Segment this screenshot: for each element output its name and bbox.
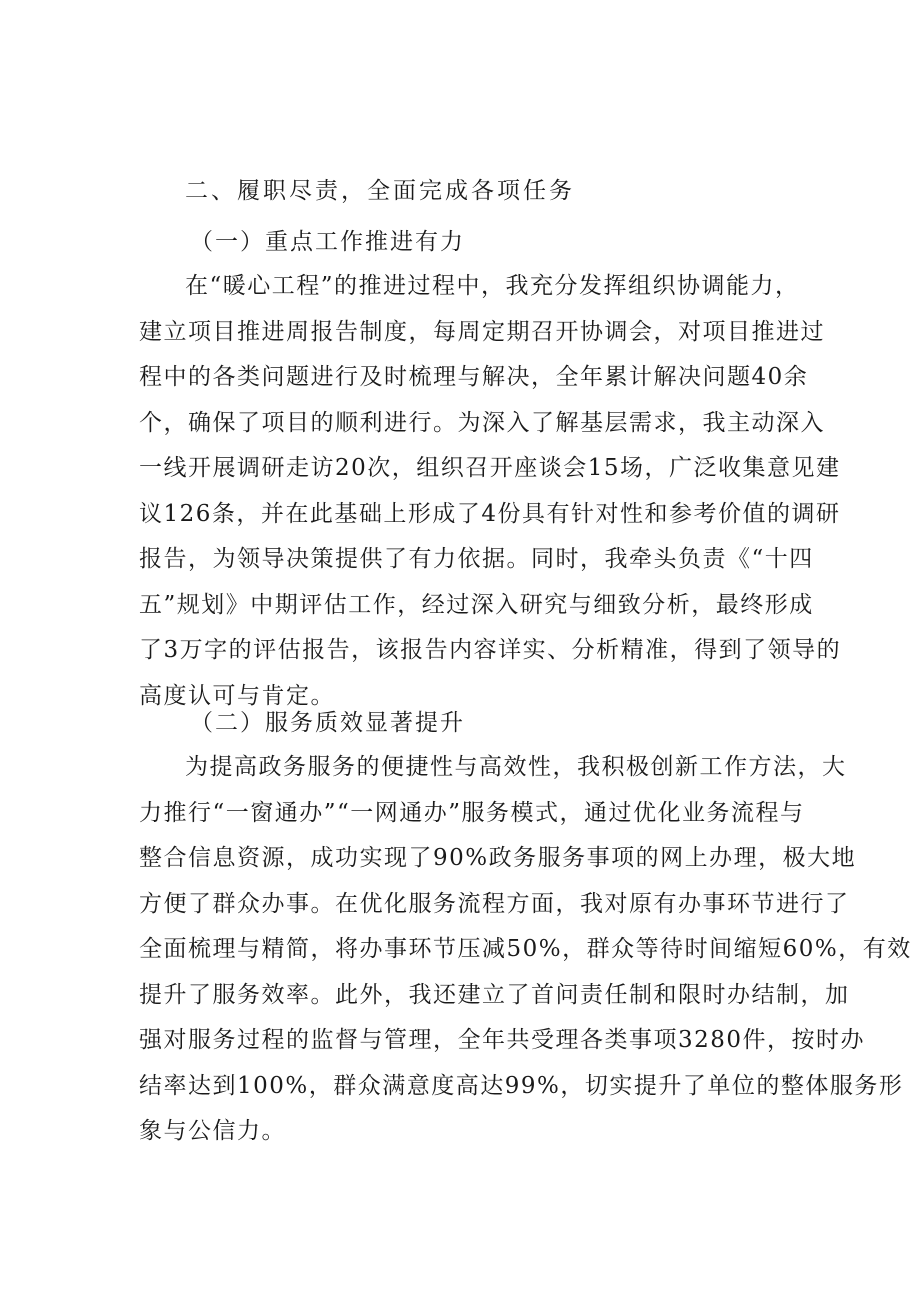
paragraph-line: 为提高政务服务的便捷性与高效性，我积极创新工作方法，大 [185,754,847,780]
paragraph-line: 全面梳理与精简，将办事环节压减50%，群众等待时间缩短60%，有效 [139,936,912,962]
paragraph-line: 一线开展调研走访20次，组织召开座谈会15场，广泛收集意见建 [139,455,841,481]
paragraph-line: 议126条，并在此基础上形成了4份具有针对性和参考价值的调研 [139,500,841,527]
paragraph-line: 五”规划》中期评估工作，经过深入研究与细致分析，最终形成 [139,591,814,618]
paragraph-line: 强对服务过程的监督与管理，全年共受理各类事项3280件，按时办 [139,1027,866,1053]
subsection-heading-1: （一）重点工作推进有力 [190,229,465,255]
paragraph-line: 力推行“一窗通办”“一网通办”服务模式，通过优化业务流程与 [139,799,805,826]
paragraph-line: 象与公信力。 [139,1118,286,1144]
paragraph-line: 建立项目推进周报告制度，每周定期召开协调会，对项目推进过 [139,318,825,345]
subsection-heading-2: （二）服务质效显著提升 [190,710,465,736]
paragraph-line: 整合信息资源，成功实现了90%政务服务事项的网上办理，极大地 [139,845,857,871]
paragraph-line: 提升了服务效率。此外，我还建立了首问责任制和限时办结制，加 [139,981,850,1008]
paragraph-line: 报告，为领导决策提供了有力依据。同时，我牵头负责《“十四 [139,546,814,572]
section-heading: 二、履职尽责，全面完成各项任务 [185,178,575,204]
paragraph-line: 结率达到100%，群众满意度高达99%，切实提升了单位的整体服务形 [139,1072,904,1099]
paragraph-service-quality [139,745,912,1155]
paragraph-line: 高度认可与肯定。 [139,682,335,709]
paragraph-line: 在“暖心工程”的推进过程中，我充分发挥组织协调能力， [185,273,800,299]
paragraph-line: 方便了群众办事。在优化服务流程方面，我对原有办事环节进行了 [139,890,850,917]
paragraph-key-work [139,264,842,719]
paragraph-line: 个，确保了项目的顺利进行。为深入了解基层需求，我主动深入 [139,409,825,436]
paragraph-line: 了3万字的评估报告，该报告内容详实、分析精准，得到了领导的 [139,637,842,663]
paragraph-line: 程中的各类问题进行及时梳理与解决，全年累计解决问题40余 [139,364,809,390]
